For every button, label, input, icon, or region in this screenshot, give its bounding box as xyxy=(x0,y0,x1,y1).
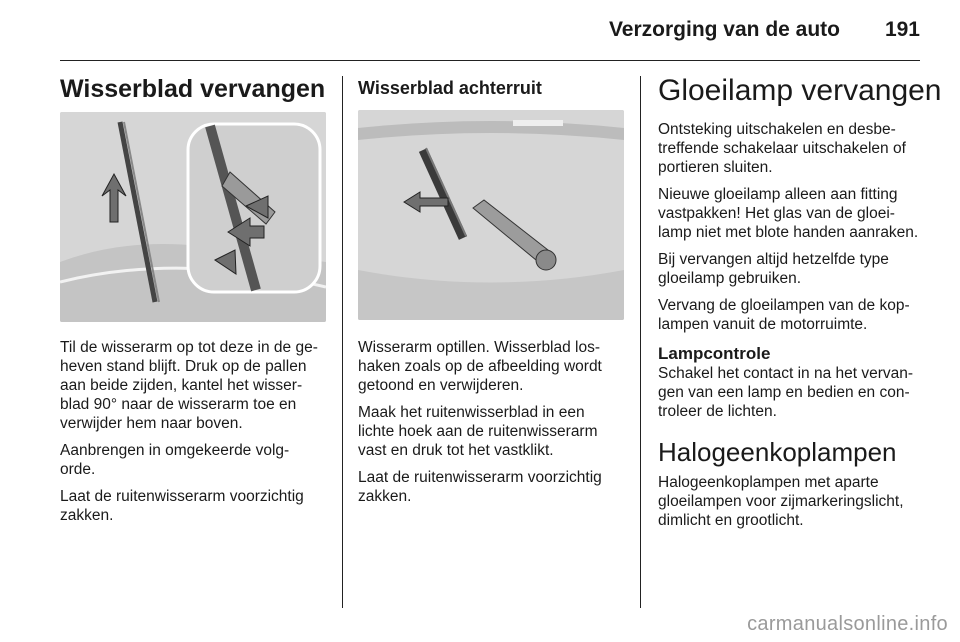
column-rear-wiper xyxy=(358,74,624,514)
watermark: carmanualsonline.info xyxy=(747,613,948,635)
paragraph: Wisserarm optillen. Wisserblad los- haken zoals op de afbeelding wordt getoond en verwijderen. xyxy=(358,339,602,394)
header-rule xyxy=(60,60,920,61)
paragraph: Bij vervangen altijd hetzelfde type gloeilamp gebruiken. xyxy=(658,251,889,287)
column-bulb-replacement xyxy=(658,74,942,538)
paragraph: Nieuwe gloeilamp alleen aan fitting vastpakken! Het glas van de gloei- lamp niet met blote handen aanraken. xyxy=(658,186,919,241)
front-wiper-illustration xyxy=(60,112,326,322)
paragraph: Ontsteking uitschakelen en desbe- treffende schakelaar uitschakelen of portieren sluiten. xyxy=(658,121,906,176)
lamp-check-title: Lampcontrole xyxy=(658,344,771,363)
header-title: Verzorging van de auto xyxy=(608,18,840,41)
paragraph: Til de wisserarm op tot deze in de ge- heven stand blijft. Druk op de pallen aan beide zijden, kantel het wisser- blad 90° naar de wisserarm toe en verwijder hem naar boven. xyxy=(60,339,318,432)
column-divider xyxy=(342,76,343,608)
paragraph: Laat de ruitenwisserarm voorzichtig zakken. xyxy=(358,469,602,505)
column-wiper-blade xyxy=(60,74,326,533)
section-title: Wisserblad vervangen xyxy=(60,75,326,103)
halogen-text: Halogeenkoplampen met aparte gloeilampen voor zijmarkeringslicht, dimlicht en grootlicht. xyxy=(658,474,904,529)
column-divider xyxy=(640,76,641,608)
paragraph: Maak het ruitenwisserblad in een lichte hoek aan de ruitenwisserarm vast en druk tot het vastklikt. xyxy=(358,404,598,459)
paragraph: Laat de ruitenwisserarm voorzichtig zakken. xyxy=(60,488,304,524)
page-header xyxy=(0,0,960,62)
lamp-check-text: Schakel het contact in na het vervan- gen van een lamp en bedien en con- troleer de lichten. xyxy=(658,365,914,420)
section-title: Gloeilamp vervangen xyxy=(658,74,942,107)
paragraph: Vervang de gloeilampen van de kop- lampen vanuit de motorruimte. xyxy=(658,297,910,333)
halogen-title: Halogeenkoplampen xyxy=(658,437,897,467)
section-title: Wisserblad achterruit xyxy=(358,78,542,98)
page-number: 191 xyxy=(884,18,920,41)
rear-wiper-illustration xyxy=(358,110,624,320)
paragraph: Aanbrengen in omgekeerde volg- orde. xyxy=(60,442,290,478)
